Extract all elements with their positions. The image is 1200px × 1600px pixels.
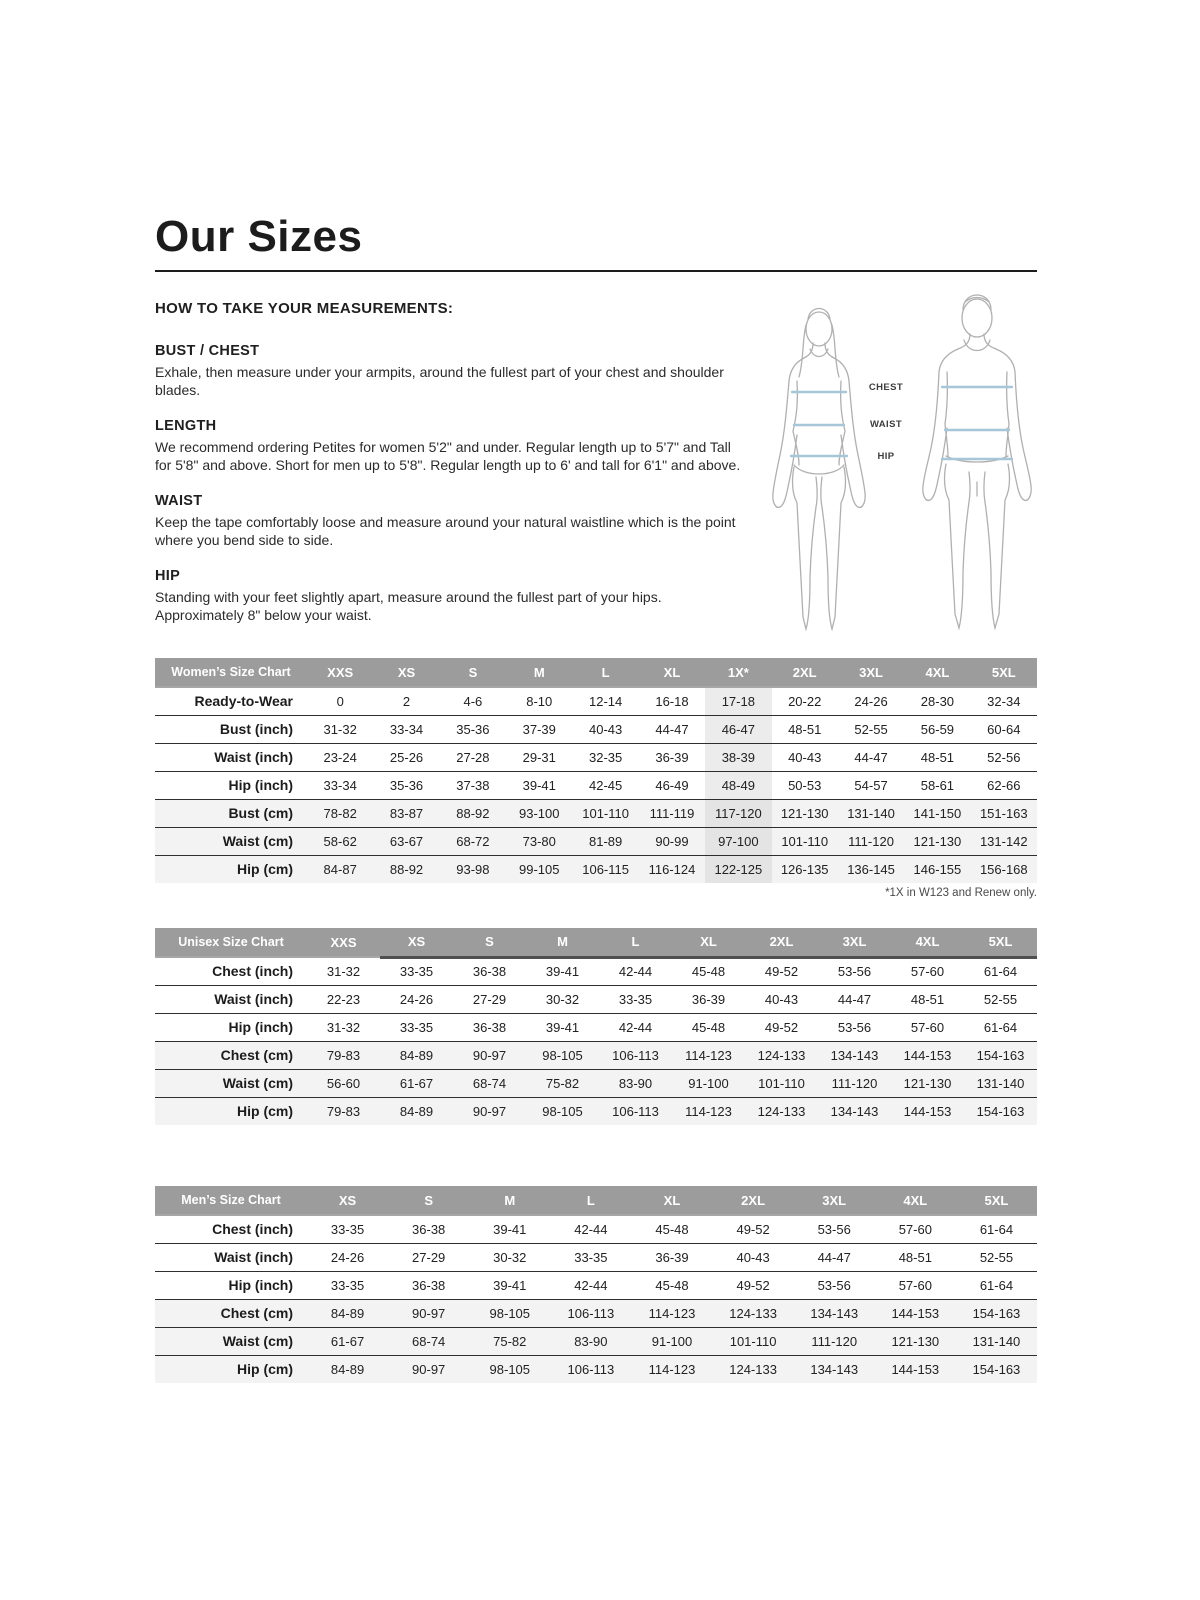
size-cell: 106-113 bbox=[612, 1047, 659, 1063]
row-label: Waist (cm) bbox=[222, 1075, 293, 1091]
size-cell: 61-64 bbox=[983, 964, 1018, 979]
size-cell: 33-34 bbox=[389, 721, 424, 737]
size-cell: 33-35 bbox=[618, 991, 653, 1007]
mens-size-chart bbox=[155, 1186, 1037, 1383]
column-header-l: L bbox=[572, 658, 638, 687]
row-label: Waist (inch) bbox=[214, 749, 293, 765]
size-cell: 88-92 bbox=[456, 805, 490, 821]
size-cell: 116-124 bbox=[648, 861, 696, 877]
table-row bbox=[155, 1327, 1037, 1355]
size-cell: 44-47 bbox=[837, 991, 872, 1007]
size-cell: 124-133 bbox=[729, 1361, 777, 1377]
size-cell: 121-130 bbox=[913, 833, 962, 849]
column-header-xxs: XXS bbox=[307, 658, 373, 687]
table-row bbox=[155, 957, 1037, 985]
size-cell: 57-60 bbox=[910, 964, 945, 979]
size-cell: 151-163 bbox=[979, 805, 1028, 821]
row-label: Waist (cm) bbox=[222, 833, 293, 849]
table-row bbox=[155, 1097, 1037, 1125]
size-cell: 39-41 bbox=[545, 1019, 580, 1035]
unisex-table bbox=[155, 928, 1037, 1125]
size-cell: 44-47 bbox=[817, 1249, 851, 1265]
size-cell: 97-100 bbox=[705, 827, 771, 855]
table-row bbox=[155, 827, 1037, 855]
size-cell: 146-155 bbox=[913, 861, 962, 877]
size-cell: 53-56 bbox=[837, 964, 872, 979]
row-label: Hip (cm) bbox=[237, 1361, 293, 1378]
womens-size-chart bbox=[155, 658, 1037, 883]
column-header-5xl: 5XL bbox=[971, 658, 1037, 687]
row-label: Chest (inch) bbox=[212, 1221, 293, 1238]
size-cell: 101-110 bbox=[582, 805, 629, 821]
size-cell: 61-67 bbox=[399, 1075, 434, 1091]
womens-chart-footnote: *1X in W123 and Renew only. bbox=[885, 887, 1037, 899]
size-cell: 101-110 bbox=[758, 1075, 805, 1091]
size-cell: 68-74 bbox=[472, 1075, 507, 1091]
size-cell: 61-64 bbox=[979, 1221, 1014, 1237]
size-cell: 45-48 bbox=[655, 1221, 689, 1237]
size-cell: 63-67 bbox=[389, 833, 424, 849]
table-row bbox=[155, 1271, 1037, 1299]
size-cell: 90-97 bbox=[412, 1305, 446, 1321]
measurement-instructions bbox=[155, 300, 747, 643]
size-cell: 121-130 bbox=[891, 1333, 940, 1349]
size-cell: 42-44 bbox=[574, 1277, 608, 1293]
size-cell: 84-89 bbox=[399, 1047, 434, 1063]
female-figure-illustration bbox=[764, 297, 874, 632]
size-cell: 36-38 bbox=[412, 1277, 446, 1293]
size-cell: 84-89 bbox=[399, 1103, 434, 1119]
size-cell: 111-120 bbox=[811, 1333, 858, 1349]
size-cell: 91-100 bbox=[651, 1333, 693, 1349]
size-cell: 154-163 bbox=[976, 1047, 1025, 1063]
figure-label-hip: HIP bbox=[877, 451, 895, 462]
size-cell: 44-47 bbox=[655, 721, 689, 737]
size-cell: 58-62 bbox=[323, 833, 357, 849]
size-cell: 111-119 bbox=[649, 805, 695, 821]
size-cell: 49-52 bbox=[764, 1019, 799, 1035]
size-cell: 52-55 bbox=[979, 1249, 1014, 1265]
size-cell: 33-34 bbox=[323, 777, 357, 793]
size-cell: 53-56 bbox=[817, 1277, 851, 1293]
size-cell: 53-56 bbox=[837, 1019, 872, 1035]
table-row bbox=[155, 855, 1037, 883]
column-header-m: M bbox=[469, 1186, 550, 1215]
size-cell: 79-83 bbox=[326, 1047, 361, 1063]
size-cell: 54-57 bbox=[854, 777, 888, 793]
size-cell: 31-32 bbox=[323, 721, 357, 737]
size-cell: 25-26 bbox=[389, 749, 424, 765]
size-cell: 36-39 bbox=[691, 991, 726, 1007]
size-cell: 60-64 bbox=[987, 721, 1021, 737]
size-cell: 32-34 bbox=[987, 693, 1021, 709]
row-label: Waist (inch) bbox=[214, 1249, 293, 1265]
size-cell: 84-89 bbox=[330, 1361, 365, 1377]
size-cell: 78-82 bbox=[323, 805, 357, 821]
size-cell: 40-43 bbox=[788, 749, 822, 765]
table-row bbox=[155, 1243, 1037, 1271]
size-cell: 114-123 bbox=[648, 1305, 696, 1321]
column-header-m: M bbox=[526, 928, 599, 957]
size-cell: 20-22 bbox=[788, 693, 822, 709]
section-length bbox=[155, 418, 747, 475]
size-cell: 36-38 bbox=[412, 1221, 446, 1237]
row-label: Hip (cm) bbox=[237, 861, 293, 878]
size-cell: 98-105 bbox=[542, 1047, 583, 1063]
column-header-2xl: 2XL bbox=[713, 1186, 794, 1215]
size-cell: 122-125 bbox=[705, 855, 771, 883]
size-cell: 106-113 bbox=[612, 1103, 659, 1119]
table-row bbox=[155, 799, 1037, 827]
column-header-xl: XL bbox=[639, 658, 705, 687]
size-cell: 62-66 bbox=[987, 777, 1021, 793]
size-cell: 49-52 bbox=[764, 964, 799, 979]
row-label: Chest (cm) bbox=[220, 1305, 293, 1321]
row-label: Hip (cm) bbox=[237, 1103, 293, 1120]
table-row bbox=[155, 1069, 1037, 1097]
row-label: Hip (inch) bbox=[228, 777, 293, 793]
size-cell: 144-153 bbox=[903, 1047, 952, 1063]
table-row bbox=[155, 771, 1037, 799]
size-cell: 33-35 bbox=[330, 1221, 365, 1237]
table-row bbox=[155, 1355, 1037, 1383]
size-cell: 124-133 bbox=[757, 1103, 806, 1119]
size-cell: 48-51 bbox=[920, 749, 955, 765]
column-header-l: L bbox=[550, 1186, 631, 1215]
size-cell: 111-120 bbox=[831, 1075, 878, 1091]
size-cell: 48-51 bbox=[788, 721, 822, 737]
size-cell: 106-115 bbox=[582, 861, 629, 877]
size-cell: 52-55 bbox=[854, 721, 888, 737]
size-cell: 33-35 bbox=[574, 1249, 608, 1265]
size-cell: 27-29 bbox=[412, 1249, 446, 1265]
column-header-3xl: 3XL bbox=[838, 658, 904, 687]
size-cell: 17-18 bbox=[705, 687, 771, 715]
size-cell: 33-35 bbox=[399, 1019, 434, 1035]
size-cell: 154-163 bbox=[972, 1361, 1021, 1377]
size-cell: 12-14 bbox=[588, 693, 623, 709]
column-header-xs: XS bbox=[307, 1186, 388, 1215]
size-cell: 27-28 bbox=[456, 749, 490, 765]
section-body: We recommend ordering Petites for women 5'2" and under. Regular length up to 5'7" and Tall for 5'8" and above. Short for men up to 5'8". Regular length up to 6' and tall for 6'1" and above. bbox=[155, 438, 741, 474]
size-cell: 90-97 bbox=[472, 1103, 507, 1119]
unisex-size-chart bbox=[155, 928, 1037, 1125]
table-title: Women’s Size Chart bbox=[155, 658, 307, 687]
size-cell: 57-60 bbox=[898, 1221, 932, 1237]
size-cell: 134-143 bbox=[830, 1047, 879, 1063]
size-cell: 58-61 bbox=[920, 777, 955, 793]
size-cell: 90-99 bbox=[655, 833, 689, 849]
size-cell: 0 bbox=[336, 693, 344, 709]
size-cell: 40-43 bbox=[736, 1249, 770, 1265]
size-cell: 121-130 bbox=[780, 805, 829, 821]
size-cell: 93-100 bbox=[519, 805, 560, 821]
row-label: Waist (cm) bbox=[222, 1333, 293, 1349]
size-cell: 68-72 bbox=[456, 833, 490, 849]
size-cell: 45-48 bbox=[655, 1277, 689, 1293]
size-cell: 111-120 bbox=[848, 833, 894, 849]
size-cell: 52-56 bbox=[987, 749, 1021, 765]
size-cell: 57-60 bbox=[898, 1277, 932, 1293]
size-cell: 75-82 bbox=[493, 1333, 527, 1349]
column-header-1x: 1X* bbox=[705, 658, 771, 687]
size-cell: 45-48 bbox=[691, 964, 726, 979]
table-row bbox=[155, 743, 1037, 771]
size-cell: 131-142 bbox=[979, 833, 1028, 849]
row-label: Chest (inch) bbox=[212, 963, 293, 980]
size-cell: 101-110 bbox=[781, 833, 829, 849]
size-cell: 73-80 bbox=[522, 833, 556, 849]
size-cell: 2 bbox=[402, 693, 411, 709]
size-cell: 106-113 bbox=[567, 1305, 615, 1321]
size-cell: 121-130 bbox=[903, 1075, 952, 1091]
size-cell: 36-38 bbox=[472, 964, 507, 979]
column-header-4xl: 4XL bbox=[891, 928, 964, 957]
size-cell: 37-39 bbox=[522, 721, 556, 737]
row-label: Bust (cm) bbox=[228, 805, 293, 821]
size-cell: 31-32 bbox=[326, 1019, 361, 1035]
size-cell: 35-36 bbox=[389, 777, 424, 793]
size-cell: 30-32 bbox=[493, 1249, 527, 1265]
size-cell: 90-97 bbox=[412, 1361, 446, 1377]
size-cell: 38-39 bbox=[705, 743, 771, 771]
size-cell: 79-83 bbox=[326, 1103, 361, 1119]
size-cell: 49-52 bbox=[736, 1221, 770, 1237]
table-row bbox=[155, 1013, 1037, 1041]
size-cell: 57-60 bbox=[910, 1019, 945, 1035]
column-header-xl: XL bbox=[672, 928, 745, 957]
size-cell: 48-51 bbox=[898, 1249, 932, 1265]
table-row bbox=[155, 1299, 1037, 1327]
figure-label-waist: WAIST bbox=[869, 419, 903, 430]
column-header-l: L bbox=[599, 928, 672, 957]
size-cell: 134-143 bbox=[810, 1305, 859, 1321]
size-cell: 31-32 bbox=[326, 963, 361, 979]
size-cell: 53-56 bbox=[817, 1221, 851, 1237]
size-cell: 136-145 bbox=[847, 861, 895, 877]
size-cell: 156-168 bbox=[979, 861, 1028, 877]
size-cell: 49-52 bbox=[736, 1277, 770, 1293]
mens-table bbox=[155, 1186, 1037, 1383]
size-cell: 98-105 bbox=[489, 1361, 531, 1377]
womens-table bbox=[155, 658, 1037, 883]
size-cell: 61-64 bbox=[979, 1277, 1014, 1293]
size-cell: 48-49 bbox=[705, 771, 771, 799]
size-cell: 91-100 bbox=[688, 1075, 729, 1091]
measurement-figures bbox=[742, 282, 1047, 642]
size-cell: 126-135 bbox=[780, 861, 829, 877]
size-cell: 24-26 bbox=[854, 693, 888, 709]
table-row bbox=[155, 985, 1037, 1013]
size-cell: 39-41 bbox=[493, 1277, 527, 1293]
size-cell: 42-44 bbox=[574, 1221, 608, 1237]
size-cell: 50-53 bbox=[788, 777, 822, 793]
size-cell: 16-18 bbox=[655, 693, 689, 709]
size-cell: 42-45 bbox=[588, 777, 623, 793]
size-cell: 131-140 bbox=[972, 1333, 1021, 1349]
size-cell: 56-59 bbox=[920, 721, 955, 737]
size-cell: 36-38 bbox=[472, 1019, 507, 1035]
size-cell: 131-140 bbox=[976, 1075, 1025, 1091]
section-body: Keep the tape comfortably loose and measure around your natural waistline which is the point where you bend side to side. bbox=[155, 513, 736, 549]
size-cell: 124-133 bbox=[757, 1047, 806, 1063]
size-cell: 98-105 bbox=[489, 1305, 531, 1321]
size-cell: 33-35 bbox=[399, 964, 434, 979]
size-cell: 114-123 bbox=[685, 1047, 732, 1063]
size-cell: 83-90 bbox=[574, 1333, 608, 1349]
size-cell: 61-64 bbox=[983, 1019, 1018, 1035]
section-body: Standing with your feet slightly apart, measure around the fullest part of your hips. Approximately 8" below your waist. bbox=[155, 588, 662, 624]
column-header-5xl: 5XL bbox=[964, 928, 1037, 957]
size-cell: 144-153 bbox=[891, 1361, 940, 1377]
size-cell: 29-31 bbox=[522, 749, 556, 765]
size-cell: 84-89 bbox=[330, 1305, 365, 1321]
column-header-5xl: 5XL bbox=[956, 1186, 1037, 1215]
size-cell: 84-87 bbox=[323, 861, 357, 877]
table-title: Unisex Size Chart bbox=[155, 928, 307, 957]
column-header-s: S bbox=[453, 928, 526, 957]
size-cell: 114-123 bbox=[685, 1103, 732, 1119]
size-cell: 81-89 bbox=[588, 833, 623, 849]
column-header-xs: XS bbox=[373, 658, 439, 687]
table-row bbox=[155, 1041, 1037, 1069]
size-cell: 4-6 bbox=[463, 693, 483, 709]
size-cell: 88-92 bbox=[389, 861, 424, 877]
row-label: Waist (inch) bbox=[214, 991, 293, 1007]
section-title: BUST / CHEST bbox=[155, 343, 260, 359]
size-cell: 40-43 bbox=[764, 991, 799, 1007]
size-cell: 106-113 bbox=[567, 1361, 615, 1377]
section-title: LENGTH bbox=[155, 417, 217, 434]
size-cell: 154-163 bbox=[972, 1305, 1021, 1321]
row-label: Ready-to-Wear bbox=[194, 693, 293, 710]
row-label: Bust (inch) bbox=[219, 721, 293, 737]
size-cell: 37-38 bbox=[456, 777, 490, 793]
size-cell: 99-105 bbox=[519, 861, 560, 877]
size-cell: 75-82 bbox=[545, 1075, 580, 1091]
size-cell: 27-29 bbox=[472, 991, 507, 1007]
section-title: WAIST bbox=[155, 492, 203, 509]
size-cell: 134-143 bbox=[810, 1361, 859, 1377]
section-waist bbox=[155, 493, 747, 550]
figure-label-chest: CHEST bbox=[868, 382, 904, 393]
size-cell: 101-110 bbox=[729, 1333, 777, 1349]
size-cell: 131-140 bbox=[847, 805, 895, 821]
column-header-3xl: 3XL bbox=[818, 928, 891, 957]
instructions-heading: HOW TO TAKE YOUR MEASUREMENTS: bbox=[155, 300, 454, 317]
size-cell: 42-44 bbox=[618, 1019, 653, 1035]
row-label: Hip (inch) bbox=[228, 1277, 293, 1293]
size-cell: 36-39 bbox=[655, 749, 689, 765]
section-hip bbox=[155, 568, 747, 625]
size-cell: 144-153 bbox=[891, 1305, 940, 1321]
column-header-s: S bbox=[388, 1186, 469, 1215]
size-cell: 90-97 bbox=[472, 1047, 507, 1063]
table-row bbox=[155, 687, 1037, 715]
column-header-3xl: 3XL bbox=[794, 1186, 875, 1215]
section-title: HIP bbox=[155, 567, 181, 584]
column-header-xs: XS bbox=[380, 928, 453, 957]
size-cell: 32-35 bbox=[588, 749, 623, 765]
size-cell: 46-49 bbox=[655, 777, 689, 793]
size-cell: 42-44 bbox=[618, 964, 653, 979]
title-divider bbox=[155, 270, 1037, 272]
column-header-4xl: 4XL bbox=[904, 658, 970, 687]
size-cell: 23-24 bbox=[323, 749, 357, 765]
size-cell: 52-55 bbox=[983, 991, 1018, 1007]
size-cell: 98-105 bbox=[542, 1103, 583, 1119]
size-cell: 141-150 bbox=[913, 805, 962, 821]
size-cell: 36-39 bbox=[655, 1249, 689, 1265]
size-cell: 114-123 bbox=[648, 1361, 696, 1377]
size-cell: 45-48 bbox=[691, 1019, 726, 1035]
column-header-4xl: 4XL bbox=[875, 1186, 956, 1215]
section-bust-chest bbox=[155, 343, 747, 400]
size-cell: 56-60 bbox=[326, 1075, 361, 1091]
column-header-m: M bbox=[506, 658, 572, 687]
row-label: Chest (cm) bbox=[220, 1047, 293, 1063]
size-cell: 24-26 bbox=[399, 991, 434, 1007]
table-row bbox=[155, 715, 1037, 743]
size-cell: 28-30 bbox=[920, 693, 955, 709]
column-header-2xl: 2XL bbox=[745, 928, 818, 957]
male-figure-illustration bbox=[912, 284, 1042, 632]
table-row bbox=[155, 1215, 1037, 1243]
size-cell: 8-10 bbox=[526, 693, 553, 709]
section-body: Exhale, then measure under your armpits, around the fullest part of your chest and shoulder blades. bbox=[155, 364, 724, 399]
size-cell: 48-51 bbox=[910, 991, 945, 1007]
size-cell: 124-133 bbox=[729, 1305, 777, 1321]
size-cell: 39-41 bbox=[545, 964, 580, 979]
size-cell: 30-32 bbox=[545, 991, 580, 1007]
page-title: Our Sizes bbox=[155, 212, 363, 261]
size-cell: 93-98 bbox=[456, 861, 490, 877]
size-cell: 68-74 bbox=[412, 1333, 446, 1349]
size-cell: 117-120 bbox=[705, 799, 771, 827]
size-cell: 39-41 bbox=[493, 1221, 527, 1237]
size-cell: 35-36 bbox=[456, 721, 490, 737]
size-cell: 44-47 bbox=[854, 749, 888, 765]
size-cell: 46-47 bbox=[705, 715, 771, 743]
size-cell: 33-35 bbox=[330, 1277, 365, 1293]
size-cell: 61-67 bbox=[330, 1333, 365, 1349]
size-cell: 39-41 bbox=[522, 777, 556, 793]
column-header-2xl: 2XL bbox=[772, 658, 838, 687]
column-header-s: S bbox=[440, 658, 506, 687]
size-cell: 40-43 bbox=[588, 721, 623, 737]
size-cell: 24-26 bbox=[330, 1249, 365, 1265]
column-header-xl: XL bbox=[631, 1186, 712, 1215]
size-cell: 83-87 bbox=[389, 805, 424, 821]
size-cell: 134-143 bbox=[830, 1103, 879, 1119]
row-label: Hip (inch) bbox=[228, 1019, 293, 1035]
table-title: Men’s Size Chart bbox=[155, 1186, 307, 1215]
size-cell: 22-23 bbox=[326, 991, 361, 1007]
column-header-xxs: XXS bbox=[307, 928, 380, 957]
size-cell: 83-90 bbox=[618, 1075, 653, 1091]
size-cell: 154-163 bbox=[976, 1103, 1025, 1119]
size-cell: 144-153 bbox=[903, 1103, 952, 1119]
